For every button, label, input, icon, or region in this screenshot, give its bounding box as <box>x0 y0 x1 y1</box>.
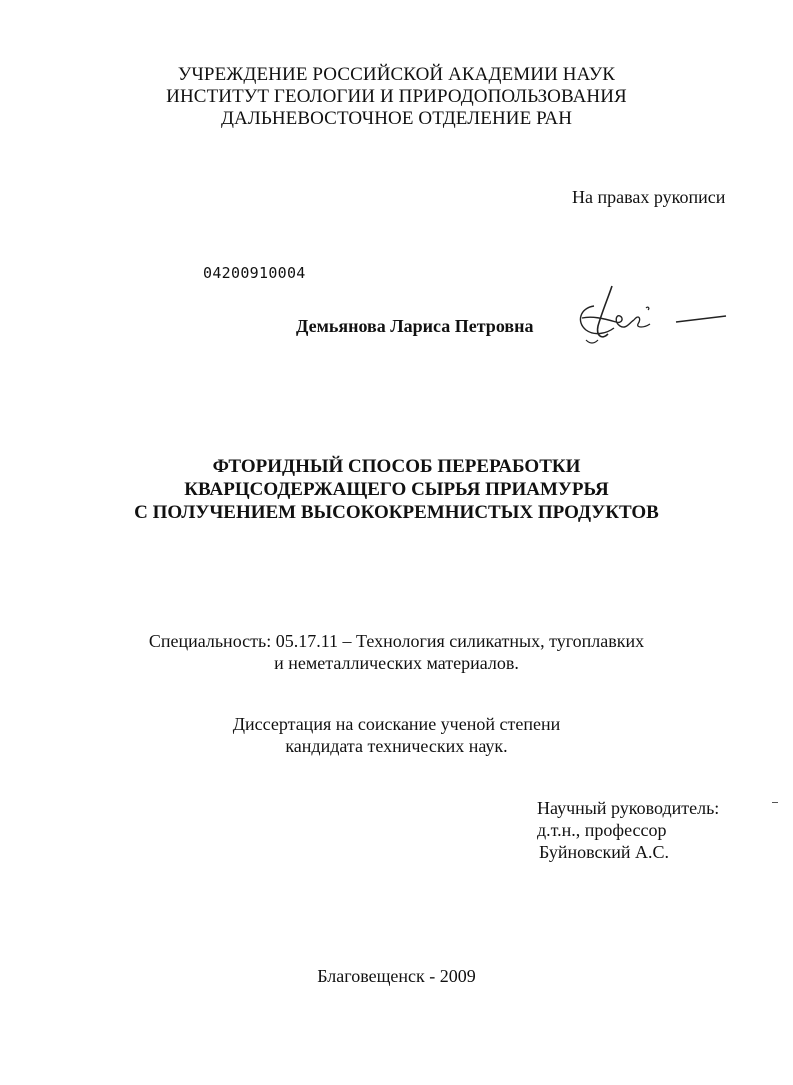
author-name: Демьянова Лариса Петровна <box>296 316 534 336</box>
supervisor-label: Научный руководитель: <box>537 798 720 818</box>
institution-header <box>0 64 793 130</box>
specialty-line-1: Специальность: 05.17.11 – Технология силикатных, тугоплавких <box>148 631 645 651</box>
degree-line-2: кандидата технических наук. <box>285 736 508 756</box>
signature-icon <box>572 278 732 358</box>
specialty-block <box>0 630 793 674</box>
institution-line-3: ДАЛЬНЕВОСТОЧНОЕ ОТДЕЛЕНИЕ РАН <box>220 108 573 129</box>
supervisor-degree: д.т.н., профессор <box>537 820 667 840</box>
degree-line-1: Диссертация на соискание ученой степени <box>232 714 561 734</box>
city-year: Благовещенск - 2009 <box>317 966 476 986</box>
dissertation-title <box>0 455 793 524</box>
title-line-1: ФТОРИДНЫЙ СПОСОБ ПЕРЕРАБОТКИ <box>212 456 581 477</box>
title-line-2: КВАРЦСОДЕРЖАЩЕГО СЫРЬЯ ПРИАМУРЬЯ <box>184 479 609 500</box>
institution-line-1: УЧРЕЖДЕНИЕ РОССИЙСКОЙ АКАДЕМИИ НАУК <box>177 64 616 85</box>
supervisor-name: Буйновский А.С. <box>539 842 670 862</box>
title-line-3: С ПОЛУЧЕНИЕМ ВЫСОКОКРЕМНИСТЫХ ПРОДУКТОВ <box>134 502 659 523</box>
inventory-number: 04200910004 <box>203 264 306 282</box>
supervisor-block <box>537 797 719 863</box>
rights-note: На правах рукописи <box>572 187 726 207</box>
institution-line-2: ИНСТИТУТ ГЕОЛОГИИ И ПРИРОДОПОЛЬЗОВАНИЯ <box>166 86 627 107</box>
degree-block <box>0 713 793 757</box>
scan-mark <box>772 802 778 803</box>
specialty-line-2: и неметаллических материалов. <box>274 653 519 673</box>
